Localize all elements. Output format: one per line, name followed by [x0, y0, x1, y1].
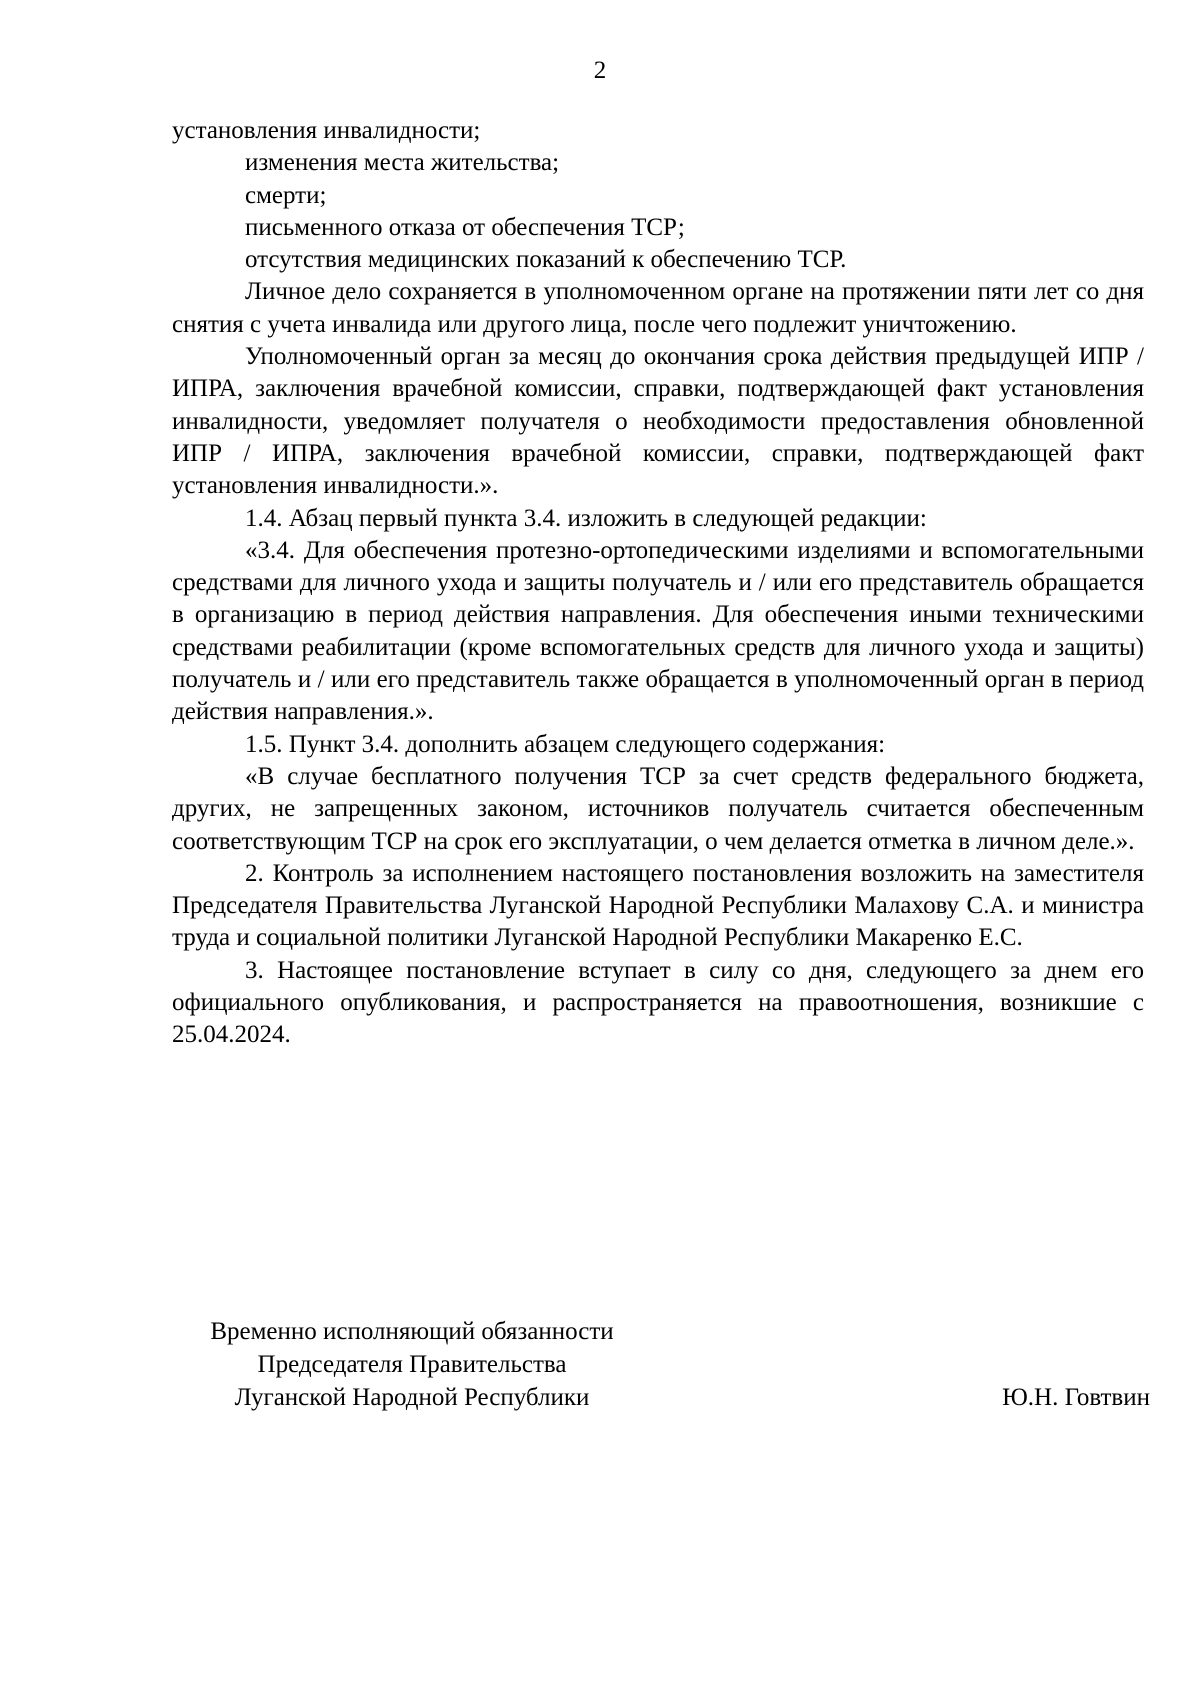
signatory-title-line-3: Луганской Народной Республики — [234, 1384, 590, 1411]
paragraph-10: 1.5. Пункт 3.4. дополнить абзацем следующего содержания: — [245, 730, 886, 758]
signatory-title-line-2: Председателя Правительства — [257, 1351, 567, 1378]
paragraph-8: 1.4. Абзац первый пункта 3.4. изложить в следующей редакции: — [245, 504, 927, 532]
page-number: 2 — [593, 57, 607, 84]
paragraph-5: отсутствия медицинских показаний к обеспечению ТСР. — [245, 246, 847, 274]
paragraph-9: «3.4. Для обеспечения протезно-ортопедическими изделиями и вспомогательными средствами для личного ухода и защиты получатель и / или его представитель обращается в организацию в период действия направления. Для обеспечения иными техническими средствами реабилитации (кроме вспомогательных средств для личного ухода и защиты) получатель и / или его представитель также обращается в уполномоченный орган в период действия направления.». — [172, 536, 1144, 726]
paragraph-1: установления инвалидности; — [172, 117, 481, 144]
document-body — [172, 115, 1144, 1052]
signatory-title — [172, 1315, 652, 1414]
paragraph-6: Личное дело сохраняется в уполномоченном органе на протяжении пяти лет со дня снятия с учета инвалида или другого лица, после чего подлежит уничтожению. — [172, 278, 1144, 338]
paragraph-13: 3. Настоящее постановление вступает в силу со дня, следующего за днем его официального опубликования, и распространяется на правоотношения, возникшие с 25.04.2024. — [172, 956, 1144, 1049]
paragraph-4: письменного отказа от обеспечения ТСР; — [245, 213, 685, 241]
signatory-title-line-1: Временно исполняющий обязанности — [210, 1318, 614, 1345]
paragraph-11: «В случае бесплатного получения ТСР за счет средств федерального бюджета, других, не запрещенных законом, источников получатель считается обеспеченным соответствующим ТСР на срок его эксплуатации, о чем делается отметка в личном деле.». — [172, 762, 1144, 855]
paragraph-12: 2. Контроль за исполнением настоящего постановления возложить на заместителя Председателя Правительства Луганской Народной Республики Малахову С.А. и министра труда и социальной политики Луганской Народной Республики Макаренко Е.С. — [172, 859, 1144, 952]
paragraph-2: изменения места жительства; — [245, 149, 560, 177]
paragraph-7: Уполномоченный орган за месяц до окончания срока действия предыдущей ИПР / ИПРА, заключения врачебной комиссии, справки, подтверждающей факт установления инвалидности, уведомляет получателя о необходимости предоставления обновленной ИПР / ИПРА, заключения врачебной комиссии, справки, подтверждающей факт установления инвалидности.». — [172, 343, 1144, 500]
paragraph-3: смерти; — [245, 181, 327, 209]
signatory-name: Ю.Н. Говтвин — [1002, 1384, 1150, 1411]
